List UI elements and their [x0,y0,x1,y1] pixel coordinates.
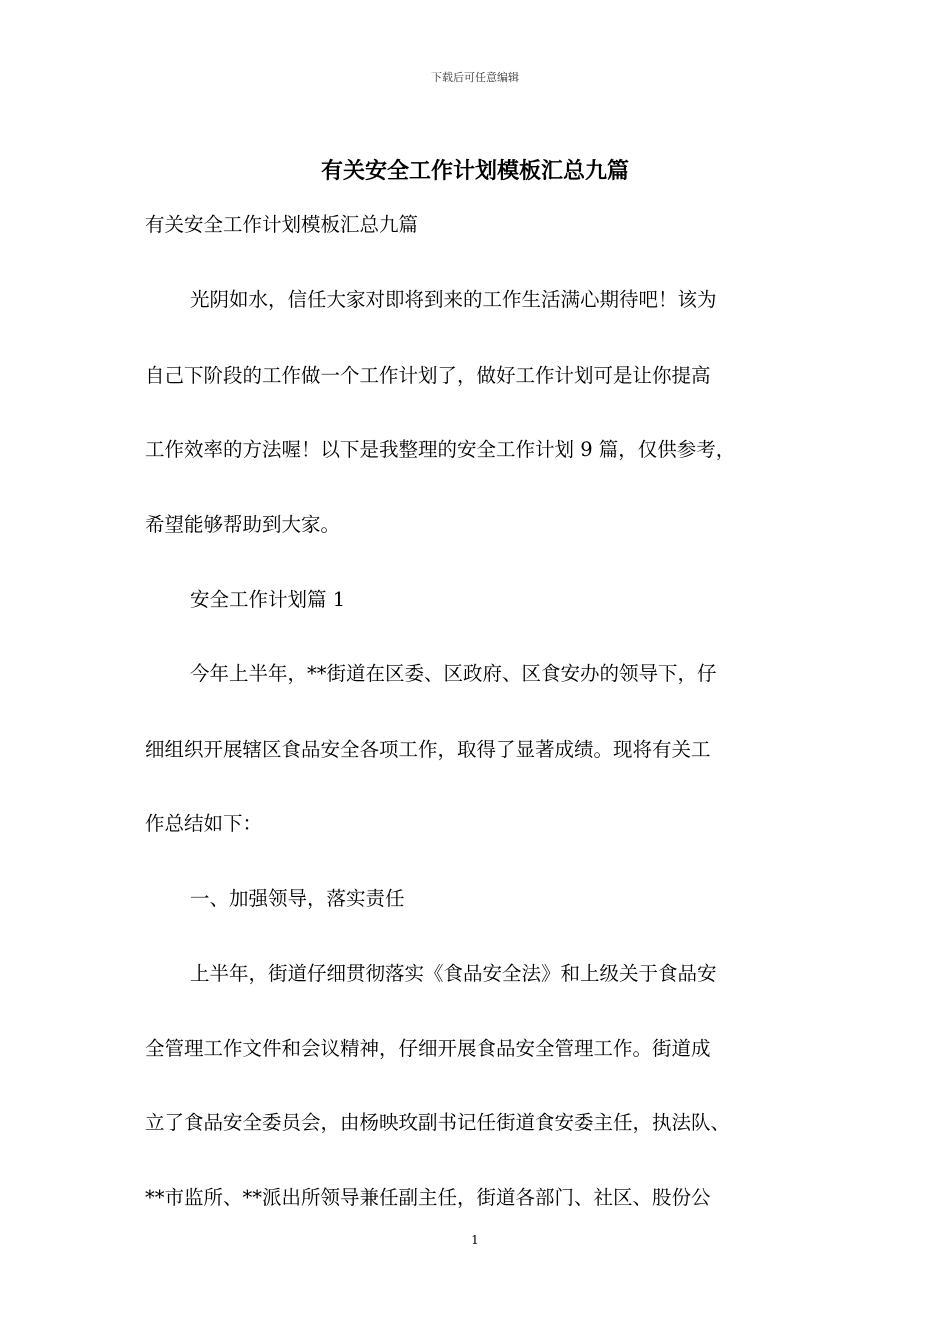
paragraph-line: **市监所、**派出所领导兼任副主任，街道各部门、社区、股份公 [145,1186,711,1209]
document-subtitle: 有关安全工作计划模板汇总九篇 [145,213,419,236]
section-heading: 安全工作计划篇 1 [190,588,346,611]
header-note: 下载后可任意编辑 [431,71,519,84]
document-title: 有关安全工作计划模板汇总九篇 [320,158,629,184]
subsection-heading: 一、加强领导，落实责任 [190,887,405,910]
paragraph-line: 全管理工作文件和会议精神，仔细开展食品安全管理工作。街道成 [145,1037,711,1060]
paragraph-line: 作总结如下： [145,812,263,835]
paragraph-line: 细组织开展辖区食品安全各项工作，取得了显著成绩。现将有关工 [145,738,711,761]
paragraph-line: 工作效率的方法喔！以下是我整理的安全工作计划 9 篇，仅供参考， [145,438,736,461]
paragraph-line: 自己下阶段的工作做一个工作计划了，做好工作计划可是让你提高 [145,364,711,387]
paragraph-line: 立了食品安全委员会，由杨映玫副书记任街道食安委主任，执法队、 [145,1111,731,1134]
paragraph-line: 今年上半年，**街道在区委、区政府、区食安办的领导下，仔 [190,662,717,685]
page-number: 1 [471,1233,479,1247]
paragraph-line: 光阴如水，信任大家对即将到来的工作生活满心期待吧！该为 [190,288,717,311]
paragraph-line: 上半年，街道仔细贯彻落实《食品安全法》和上级关于食品安 [190,962,717,985]
paragraph-line: 希望能够帮助到大家。 [145,513,341,536]
